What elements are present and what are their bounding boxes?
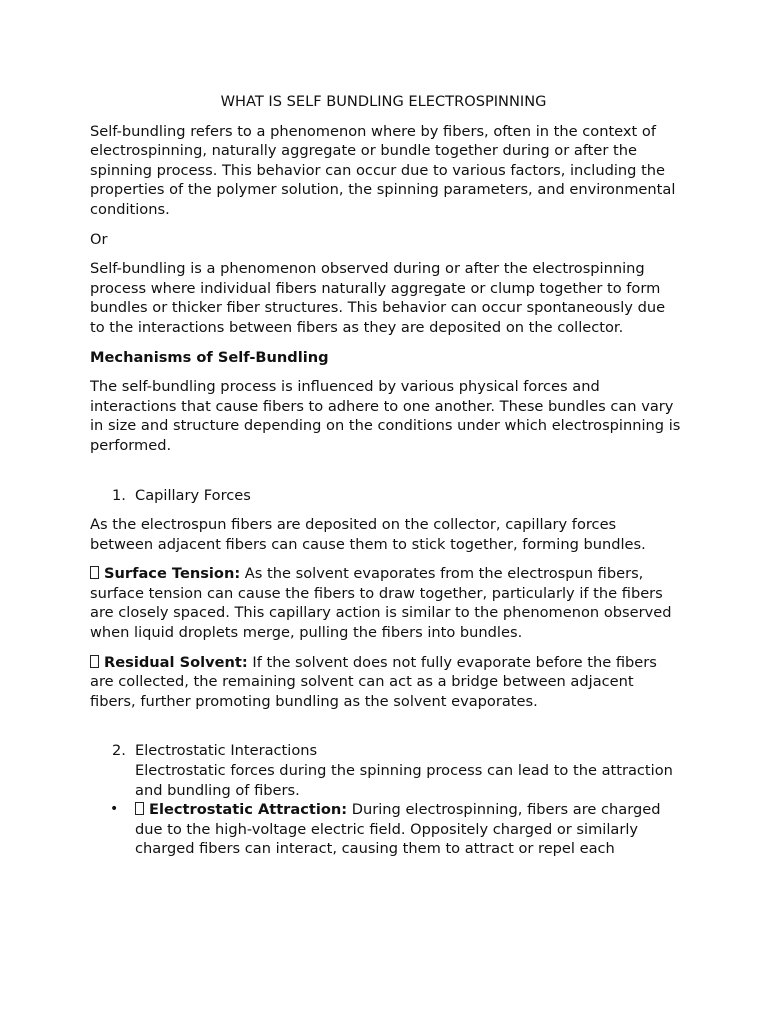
bullet-icon: •	[110, 801, 119, 818]
document-page	[90, 92, 682, 859]
point-label: Residual Solvent:	[104, 653, 248, 671]
surface-tension-point	[90, 564, 682, 642]
list-item-title: Capillary Forces	[135, 486, 251, 504]
point-text: During electrospinning, fibers are charged due to the high-voltage electric field. Oppositely charged or similarly charged fibers can interact, causing them to attract or repel each	[135, 801, 661, 858]
point-label: Surface Tension:	[104, 565, 241, 583]
mechanisms-paragraph: The self-bundling process is influenced by various physical forces and interactions that cause fibers to adhere to one another. These bundles can vary in size and structure depending on the conditions under which electrospinning is performed.	[90, 378, 681, 454]
alt-definition-paragraph: Self-bundling is a phenomenon observed during or after the electrospinning process where individual fibers naturally aggregate or clump together to form bundles or thicker fiber structures. This behavior can occur spontaneously due to the interactions between fibers as they are deposited on the collector.	[90, 260, 666, 336]
point-text: As the solvent evaporates from the electrospun fibers, surface tension can cause the fibers to draw together, particularly if the fibers are closely spaced. This capillary action is similar to the phenomenon observed when liquid droplets merge, pulling the fibers into bundles.	[90, 565, 672, 642]
spacer	[90, 466, 682, 486]
point-label: Electrostatic Attraction:	[149, 801, 348, 819]
missing-glyph-icon	[90, 655, 99, 668]
list-number: 2.	[112, 742, 126, 760]
intro-paragraph: Self-bundling refers to a phenomenon where by fibers, often in the context of electrospinning, naturally aggregate or bundle together during or after the spinning process. This behavior can occur due to various factors, including the properties of the polymer solution, the spinning parameters, and environmental conditions.	[90, 122, 676, 218]
or-text: Or	[90, 230, 108, 248]
list-item-title: Electrostatic Interactions	[135, 742, 318, 760]
list-item-capillary-forces	[90, 486, 682, 506]
spacer	[90, 721, 682, 741]
missing-glyph-icon	[90, 566, 99, 579]
bullet-electrostatic-attraction	[90, 800, 682, 859]
mechanisms-heading: Mechanisms of Self-Bundling	[90, 348, 329, 366]
document-title: WHAT IS SELF BUNDLING ELECTROSPINNING	[220, 93, 547, 110]
electrostatic-paragraph: Electrostatic forces during the spinning process can lead to the attraction and bundling of fibers.	[135, 762, 673, 799]
capillary-forces-paragraph: As the electrospun fibers are deposited on the collector, capillary forces between adjacent fibers can cause them to stick together, forming bundles.	[90, 516, 646, 553]
missing-glyph-icon	[135, 802, 144, 815]
list-number: 1.	[112, 486, 126, 504]
point-text: If the solvent does not fully evaporate before the fibers are collected, the remaining solvent can act as a bridge between adjacent fibers, further promoting bundling as the solvent evaporates.	[90, 653, 657, 710]
residual-solvent-point	[90, 653, 682, 712]
list-item-electrostatic-interactions	[90, 741, 682, 800]
